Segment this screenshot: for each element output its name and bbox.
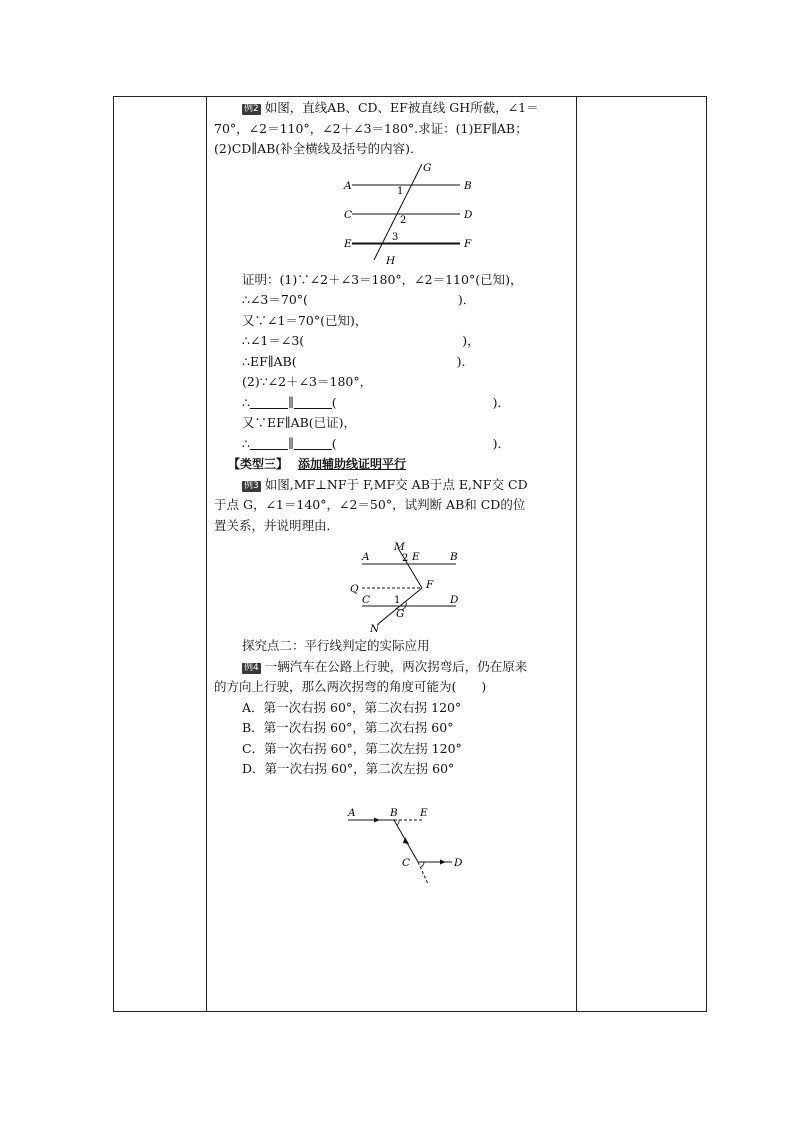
example3-line3: 置关系，并说明理由．	[214, 517, 340, 533]
column-divider-left	[206, 96, 207, 1012]
example3-badge: 例3	[244, 480, 259, 491]
fig3-angle-2: 2	[402, 553, 409, 564]
fig3-label-M: M	[394, 541, 405, 553]
example4-line2: 的方向上行驶，那么两次拐弯的角度可能为( )	[214, 679, 487, 694]
example2-figure	[214, 160, 570, 270]
fig2-label-B: B	[464, 179, 472, 192]
fig3-label-G: G	[396, 608, 405, 620]
fig3-label-F: F	[426, 579, 434, 591]
column-divider-right	[576, 96, 577, 1012]
fig2-angle-2: 2	[400, 214, 407, 226]
option-a: A．第一次右拐 60°，第二次右拐 120°	[242, 699, 462, 715]
type3-heading: 【类型三】 添加辅助线证明平行	[228, 457, 407, 471]
proof-line8: 又∵EF∥AB(已证)，	[242, 415, 357, 430]
fig2-label-F: F	[464, 237, 472, 250]
fig3-angle-1: 1	[394, 595, 401, 606]
example4-badge: 例4	[244, 662, 259, 673]
fig3-label-Q: Q	[350, 583, 359, 595]
fig3-label-D: D	[450, 594, 459, 606]
fig2-angle-1: 1	[397, 185, 404, 197]
proof-blank-3[interactable]	[250, 436, 288, 450]
example2-line1: 例2 如图，直线AB、CD、EF被直线 GH所截，∠1＝	[244, 100, 539, 115]
fig2-label-A: A	[344, 179, 352, 192]
proof-line2: ∴∠3＝70°( )．	[242, 292, 476, 307]
proof-blank-4[interactable]	[294, 436, 332, 450]
example3-figure	[214, 536, 570, 636]
example3-line2: 于点 G，∠1＝140°，∠2＝50°，试判断 AB和 CD的位	[214, 497, 526, 512]
example4-line1: 例4 一辆汽车在公路上行驶，两次拐弯后，仍在原来	[244, 658, 528, 674]
proof-line9: ∴ ∥ ( )．	[242, 435, 511, 451]
proof-line1: 证明：(1)∵∠2＋∠3＝180°，∠2＝110°(已知)，	[242, 271, 523, 287]
option-c: C．第一次右拐 60°，第二次左拐 120°	[242, 740, 462, 756]
fig3-label-A: A	[362, 551, 370, 563]
fig4-label-C: C	[402, 856, 411, 869]
fig2-label-E: E	[344, 237, 352, 250]
fig2-label-D: D	[464, 208, 473, 221]
proof-line7: ∴ ∥ ( )．	[242, 394, 511, 410]
fig3-label-B: B	[450, 551, 458, 563]
explore-point-2: 探究点二：平行线判定的实际应用	[242, 638, 430, 653]
proof-blank-1[interactable]	[250, 395, 288, 409]
fig2-label-C: C	[344, 208, 353, 221]
fig3-label-N: N	[370, 623, 380, 635]
example2-badge: 例2	[244, 104, 259, 114]
fig2-label-H: H	[386, 254, 396, 267]
example2-line2: 70°，∠2＝110°，∠2＋∠3＝180°.求证：(1)EF∥AB；	[214, 120, 528, 136]
fig4-label-E: E	[420, 806, 428, 819]
proof-blank-2[interactable]	[294, 395, 332, 409]
fig4-label-A: A	[348, 806, 356, 819]
proof-line5: ∴EF∥AB( )．	[242, 353, 475, 369]
fig2-angle-3: 3	[392, 231, 399, 243]
main-content	[214, 98, 570, 888]
proof-line3: 又∵∠1＝70°(已知)，	[242, 312, 368, 328]
option-d: D．第一次右拐 60°，第二次左拐 60°	[242, 761, 455, 776]
fig2-label-G: G	[423, 161, 432, 174]
example2-line3: (2)CD∥AB(补全横线及括号的内容)．	[214, 141, 423, 156]
fig4-label-B: B	[390, 806, 398, 819]
option-b: B．第一次右拐 60°，第二次右拐 60°	[242, 720, 454, 735]
fig3-label-C: C	[362, 594, 371, 606]
example3-line1: 例3 如图,MF⊥NF于 F,MF交 AB于点 E,NF交 CD	[244, 476, 528, 492]
fig4-label-D: D	[454, 856, 463, 869]
fig3-label-E: E	[412, 551, 420, 563]
example4-figure	[214, 798, 570, 888]
proof-line6: (2)∵∠2＋∠3＝180°，	[242, 374, 373, 389]
proof-line4: ∴∠1＝∠3( )，	[242, 333, 480, 348]
